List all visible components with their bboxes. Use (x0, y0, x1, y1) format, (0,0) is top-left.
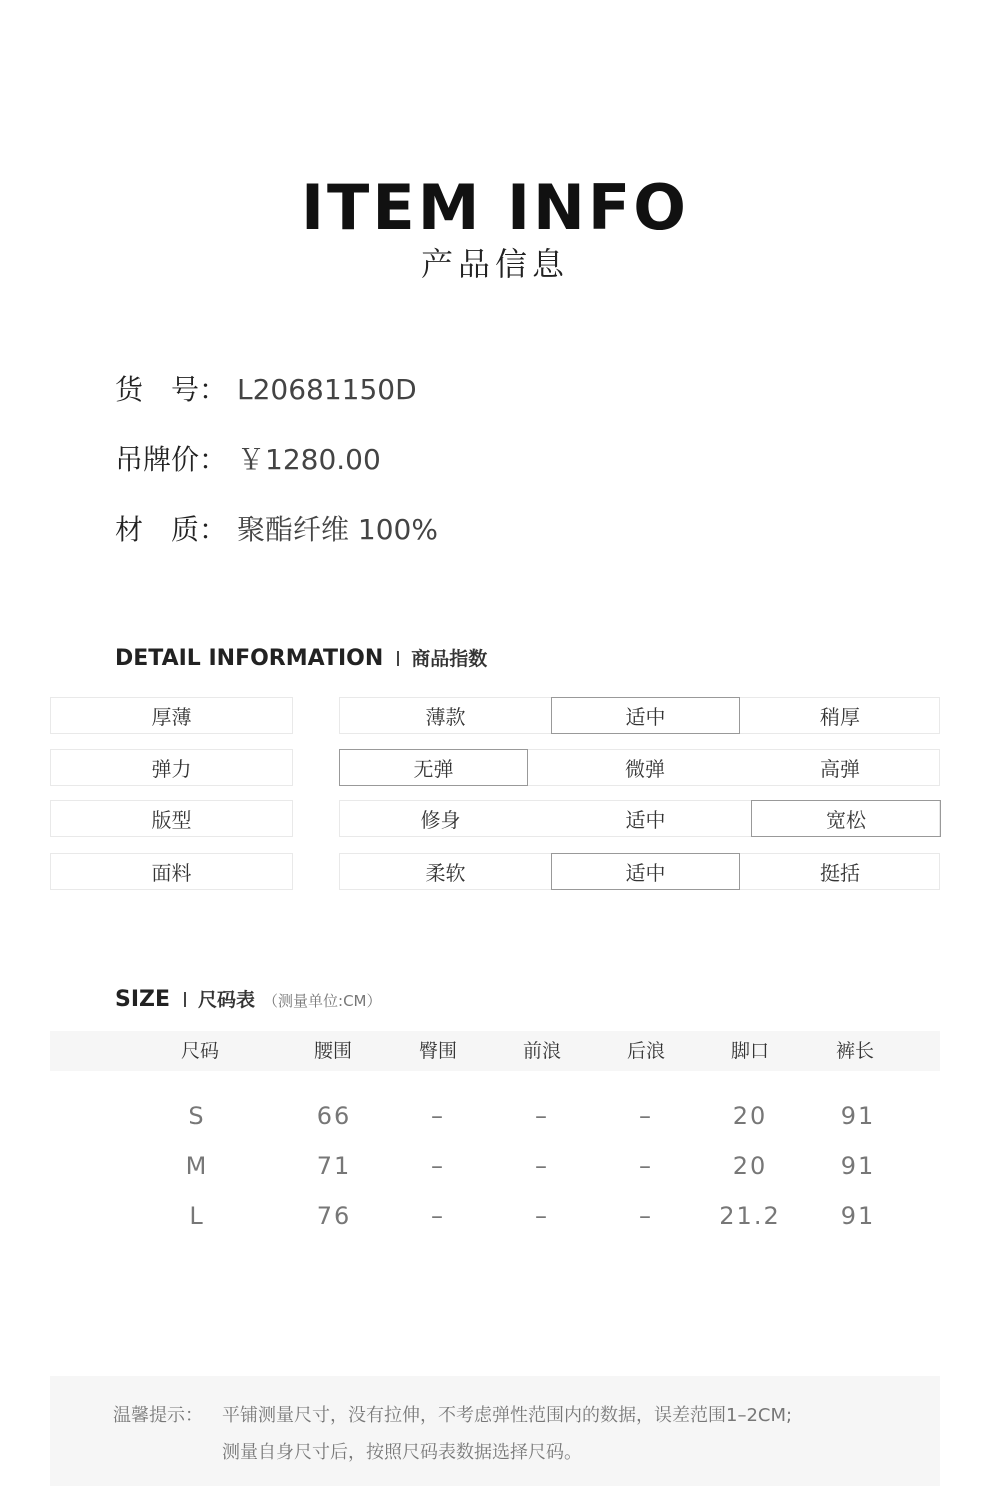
size-cell: S (188, 1102, 206, 1130)
size-header-cell: 前浪 (522, 1040, 561, 1062)
info-label: 货 号： (115, 373, 228, 406)
detail-title-cn: 商品指数 (411, 648, 488, 670)
size-section-title (115, 985, 382, 1016)
size-title-en: SIZE (115, 987, 171, 1012)
detail-label-elasticity: 弹力 (50, 749, 293, 786)
size-cell: 66 (316, 1102, 352, 1130)
size-cell: – (431, 1152, 445, 1180)
size-cell: – (431, 1202, 445, 1230)
size-cell: – (431, 1102, 445, 1130)
size-cell: – (639, 1202, 653, 1230)
detail-options-fit (339, 800, 940, 837)
page-title: ITEM INFO (300, 171, 689, 244)
size-cell: 21.2 (719, 1202, 781, 1230)
detail-option: 微弹 (625, 757, 665, 781)
size-cell: – (535, 1152, 549, 1180)
detail-option: 挺括 (820, 861, 860, 885)
title-divider (184, 992, 186, 1007)
size-title-cn: 尺码表 (198, 989, 256, 1011)
info-item-material (115, 510, 438, 550)
notice-box (50, 1376, 940, 1486)
notice-text-line: 平铺测量尺寸，没有拉伸，不考虑弹性范围内的数据，误差范围1–2CM; (222, 1405, 793, 1426)
notice-text-line: 测量自身尺寸后，按照尺码表数据选择尺码。 (222, 1442, 582, 1463)
size-cell: – (639, 1102, 653, 1130)
size-header-cell: 尺码 (180, 1040, 219, 1062)
info-label: 吊牌价： (115, 443, 228, 476)
size-cell: – (535, 1202, 549, 1230)
size-cell: 20 (732, 1152, 768, 1180)
detail-title-en: DETAIL INFORMATION (115, 646, 384, 671)
info-item-price (115, 440, 381, 480)
size-header-cell: 后浪 (626, 1040, 665, 1062)
size-header-cell: 臀围 (418, 1040, 457, 1062)
detail-options-fabric (339, 853, 940, 890)
detail-option: 柔软 (425, 861, 466, 885)
size-cell: 71 (316, 1152, 352, 1180)
size-cell: – (535, 1102, 549, 1130)
detail-option: 薄款 (425, 705, 466, 729)
detail-option-selected: 无弹 (339, 749, 528, 786)
size-cell: 76 (316, 1202, 352, 1230)
info-value: 聚酯纤维 100% (237, 513, 438, 546)
size-header-cell: 脚口 (730, 1040, 769, 1062)
detail-options-thickness (339, 697, 940, 734)
info-value: ￥1280.00 (237, 443, 381, 476)
info-item-code (115, 370, 417, 410)
notice-label: 温馨提示： (113, 1405, 203, 1426)
size-header-cell: 裤长 (835, 1040, 874, 1062)
detail-option-selected: 宽松 (751, 800, 941, 837)
info-value: L20681150D (237, 373, 417, 406)
detail-option: 适中 (625, 808, 666, 832)
info-label: 材 质： (115, 513, 228, 546)
detail-option: 稍厚 (820, 705, 860, 729)
detail-label-thickness: 厚薄 (50, 697, 293, 734)
title-divider (397, 651, 399, 666)
size-cell: 91 (840, 1202, 876, 1230)
detail-section-title (115, 644, 487, 675)
detail-label-fabric: 面料 (50, 853, 293, 890)
page-subtitle: 产品信息 (420, 245, 569, 283)
size-cell: – (639, 1152, 653, 1180)
detail-option: 修身 (420, 808, 461, 832)
detail-options-elasticity (339, 749, 940, 786)
size-cell: 91 (840, 1102, 876, 1130)
detail-label-fit: 版型 (50, 800, 293, 837)
detail-option: 高弹 (820, 757, 860, 781)
size-cell: 20 (732, 1102, 768, 1130)
size-cell: M (185, 1152, 209, 1180)
size-unit-note: （测量单位:CM） (263, 992, 382, 1010)
size-cell: 91 (840, 1152, 876, 1180)
size-cell: L (189, 1202, 205, 1230)
detail-option-selected: 适中 (551, 853, 740, 890)
size-header-cell: 腰围 (313, 1040, 352, 1062)
detail-option-selected: 适中 (551, 697, 740, 734)
